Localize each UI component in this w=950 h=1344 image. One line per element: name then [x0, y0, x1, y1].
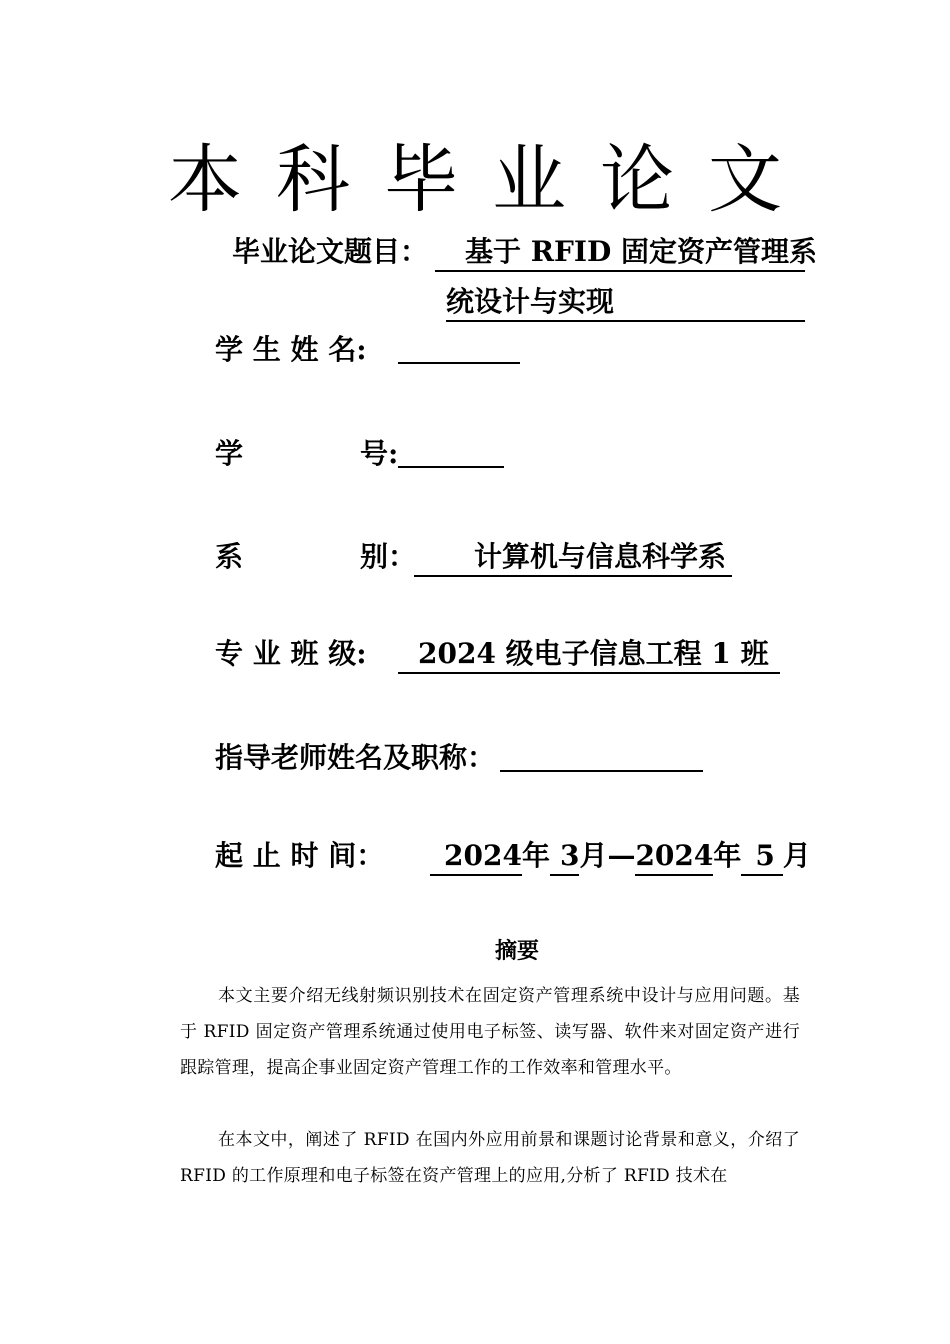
abstract-paragraph-2: 在本文中，阐述了 RFID 在国内外应用前景和课题讨论背景和意义，介绍了 RFID 的工作原理和电子标签在资产管理上的应用,分析了 RFID 技术在: [180, 1130, 800, 1186]
topic-line-2-text: 统设计与实现: [446, 284, 805, 322]
period-end-year: 2024: [635, 838, 713, 876]
period-value: [430, 836, 811, 876]
student-id-blank: [398, 466, 504, 468]
class-value-text: 2024 级电子信息工程 1 班: [398, 636, 780, 674]
class-value: [398, 634, 780, 674]
department-label-a: 系: [215, 540, 244, 573]
topic-label: 毕业论文题目：: [232, 235, 429, 268]
department-label-b: 别：: [360, 540, 417, 573]
student-name-label: 学 生 姓 名:: [215, 333, 367, 366]
topic-line-1: [435, 232, 818, 272]
class-label: 专 业 班 级:: [215, 637, 367, 670]
period-start-month: 3: [550, 838, 579, 876]
period-yue-1: 月—: [579, 839, 636, 872]
student-id-label-b: 号:: [360, 437, 399, 470]
period-nian-2: 年: [713, 839, 742, 872]
student-id-label-a: 学: [215, 437, 244, 470]
document-title: 本科毕业论文: [168, 137, 816, 223]
period-label: 起 止 时 间：: [215, 839, 385, 872]
period-yue-2: 月: [782, 839, 811, 872]
period-end-month: 5: [741, 838, 782, 876]
period-start-year: 2024: [430, 838, 522, 876]
topic-line-2: [446, 282, 805, 322]
topic-line-1-text: 基于 RFID 固定资产管理系: [435, 234, 805, 272]
period-nian-1: 年: [521, 839, 550, 872]
advisor-label: 指导老师姓名及职称：: [215, 741, 496, 774]
student-name-blank: [398, 362, 520, 364]
abstract-paragraph-1: 本文主要介绍无线射频识别技术在固定资产管理系统中设计与应用问题。基于 RFID 固定资产管理系统通过使用电子标签、读写器、软件来对固定资产进行跟踪管理，提高企事业固定资产管理工作的工作效率和管理水平。: [180, 986, 800, 1078]
abstract-heading: 摘要: [495, 938, 540, 964]
department-value-text: 计算机与信息科学系: [414, 539, 732, 577]
advisor-blank: [500, 770, 703, 772]
department-value: [414, 537, 732, 577]
